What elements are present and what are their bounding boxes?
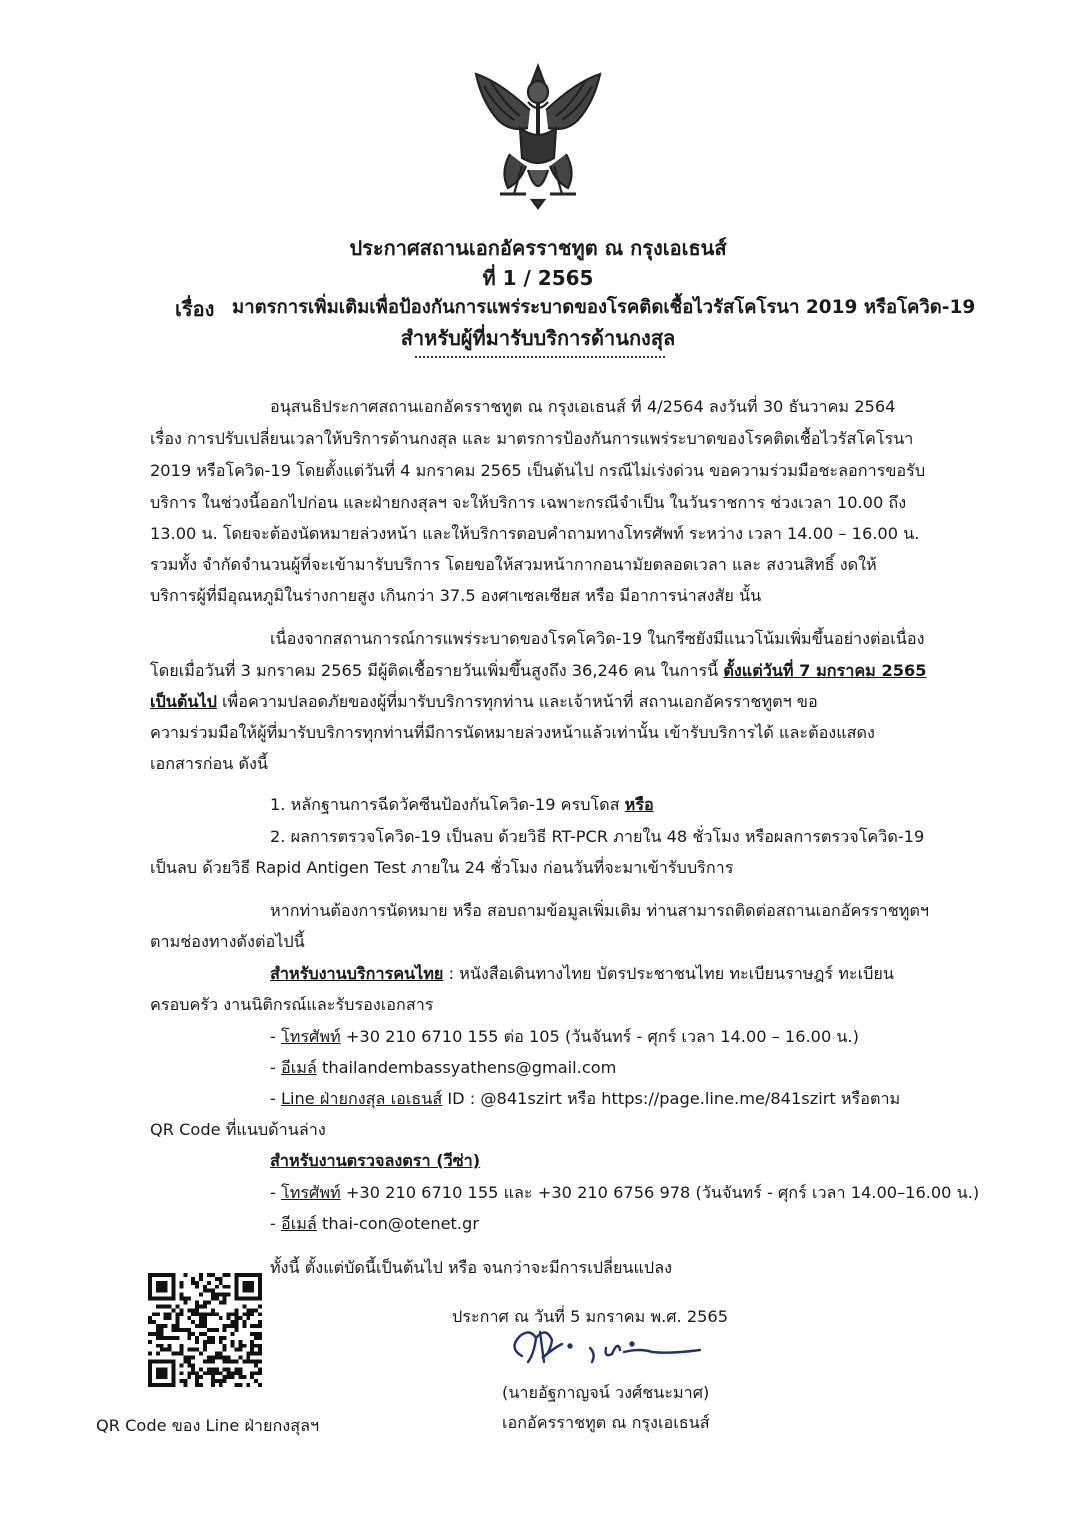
list-item-cont: เป็นลบ ด้วยวิธี Rapid Antigen Test ภายใน 24 ชั่วโมง ก่อนวันที่จะมาเข้ารับบริการ: [150, 858, 734, 877]
phone-label: โทรศัพท์: [281, 1027, 341, 1046]
visa-phone-line: [270, 1180, 979, 1206]
closing-text: ทั้งนี้ ตั้งแต่บัดนี้เป็นต้นไป หรือ จนกว่าจะมีการเปลี่ยนแปลง: [270, 1258, 673, 1277]
dash: -: [270, 1058, 281, 1077]
signer-name: (นายอัฐกาญจน์ วงศ์ชนะมาศ): [502, 1383, 710, 1402]
email-label: อีเมล์: [281, 1058, 317, 1077]
p1-line: บริการ ในช่วงนี้ออกไปก่อน และฝ่ายกงสุลฯ จะให้บริการ เฉพาะกรณีจำเป็น ในวันราชการ ช่วงเวลา 10.00 ถึง: [150, 493, 907, 512]
subject-line-2: สำหรับผู้ที่มารับบริการด้านกงสุล: [400, 326, 676, 350]
p1-line: 2019 หรือโควิด-19 โดยตั้งแต่วันที่ 4 มกราคม 2565 เป็นต้นไป กรณีไม่เร่งด่วน ขอความร่วมมือชะลอการขอรับ: [150, 461, 926, 480]
line-label: Line ฝ่ายกงสุล เอเธนส์: [281, 1089, 443, 1108]
subject-line: มาตรการเพิ่มเติมเพื่อป้องกันการแพร่ระบาดของโรคติดเชื้อไวรัสโคโรนา 2019 หรือโควิด-19: [232, 297, 976, 318]
announcement-date: ประกาศ ณ วันที่ 5 มกราคม พ.ศ. 2565: [452, 1307, 729, 1326]
line-id[interactable]: ID : @841szirt หรือ https://page.line.me/841szirt หรือตาม: [442, 1089, 901, 1108]
p2-line: [150, 658, 927, 684]
announcement-title: ประกาศสถานเอกอัครราชทูต ณ กรุงเอเธนส์: [349, 236, 727, 260]
p1-line: 13.00 น. โดยจะต้องนัดหมายล่วงหน้า และให้บริการตอบคำถามทางโทรศัพท์ ระหว่าง เวลา 14.00 – 16.00 น.: [150, 524, 920, 543]
p3-line: ตามช่องทางดังต่อไปนี้: [150, 932, 305, 951]
or-emphasis: หรือ: [624, 795, 654, 814]
dash: -: [270, 1183, 281, 1202]
list-item: 2. ผลการตรวจโควิด-19 เป็นลบ ด้วยวิธี RT-PCR ภายใน 48 ชั่วโมง หรือผลการตรวจโควิด-19: [270, 827, 925, 846]
thai-services-heading: สำหรับงานบริการคนไทย: [270, 964, 444, 983]
p1-line: เรื่อง การปรับเปลี่ยนเวลาให้บริการด้านกงสุล และ มาตรการป้องกันการแพร่ระบาดของโรคติดเชื้อไวรัสโคโรนา: [150, 429, 914, 448]
dotted-divider: [415, 356, 665, 358]
p2-text: โดยเมื่อวันที่ 3 มกราคม 2565 มีผู้ติดเชื้อรายวันเพิ่มขึ้นสูงถึง 36,246 คน ในการนี้: [150, 661, 724, 680]
p2-line: เนื่องจากสถานการณ์การแพร่ระบาดของโรคโควิด-19 ในกรีซยังมีแนวโน้มเพิ่มขึ้นอย่างต่อเนื่อง: [270, 629, 925, 648]
list-item: [270, 792, 654, 818]
p2-line: ความร่วมมือให้ผู้ที่มารับบริการทุกท่านที่มีการนัดหมายล่วงหน้าแล้วเท่านั้น เข้ารับบริการได้ และต้องแสดง: [150, 723, 875, 742]
signer-title: เอกอัครราชทูต ณ กรุงเอเธนส์: [502, 1413, 710, 1432]
p1-line: บริการผู้ที่มีอุณหภูมิในร่างกายสูง เกินกว่า 37.5 องศาเซลเซียส หรือ มีอาการน่าสงสัย นั้น: [150, 586, 762, 605]
garuda-emblem-icon: [470, 62, 606, 210]
dash: -: [270, 1027, 281, 1046]
dash: -: [270, 1214, 281, 1233]
thai-phone-line: [270, 1024, 859, 1050]
email-label: อีเมล์: [281, 1214, 317, 1233]
visa-email[interactable]: thai-con@otenet.gr: [316, 1214, 479, 1233]
p2-line: เอกสารก่อน ดังนี้: [150, 754, 268, 773]
qr-caption: QR Code ของ Line ฝ่ายกงสุลฯ: [96, 1416, 320, 1435]
thai-email-line: [270, 1055, 616, 1081]
p2-line: [150, 689, 818, 715]
announcement-number: ที่ 1 / 2565: [482, 266, 594, 290]
subject-label: เรื่อง: [175, 297, 215, 321]
qr-code-icon: [148, 1273, 262, 1387]
p2-text: เพื่อความปลอดภัยของผู้ที่มารับบริการทุกท่าน และเจ้าหน้าที่ สถานเอกอัครราชทูตฯ ขอ: [216, 692, 818, 711]
visa-phone: +30 210 6710 155 และ +30 210 6756 978 (วันจันทร์ - ศุกร์ เวลา 14.00–16.00 น.): [340, 1183, 980, 1202]
item-text: 1. หลักฐานการฉีดวัคซีนป้องกันโควิด-19 ครบโดส: [270, 795, 625, 814]
visa-heading: สำหรับงานตรวจลงตรา (วีซ่า): [270, 1151, 481, 1170]
thai-phone: +30 210 6710 155 ต่อ 105 (วันจันทร์ - ศุกร์ เวลา 14.00 – 16.00 น.): [340, 1027, 859, 1046]
effective-date-emphasis-2: เป็นต้นไป: [150, 692, 217, 711]
p1-line: อนุสนธิประกาศสถานเอกอัครราชทูต ณ กรุงเอเธนส์ ที่ 4/2564 ลงวันที่ 30 ธันวาคม 2564: [270, 397, 896, 416]
thai-services-desc-2: ครอบครัว งานนิติกรณ์และรับรองเอกสาร: [150, 995, 434, 1014]
p3-line: หากท่านต้องการนัดหมาย หรือ สอบถามข้อมูลเพิ่มเติม ท่านสามารถติดต่อสถานเอกอัครราชทูตฯ: [270, 901, 930, 920]
thai-services-line: [270, 961, 894, 987]
thai-email[interactable]: thailandembassyathens@gmail.com: [316, 1058, 617, 1077]
p1-line: รวมทั้ง จำกัดจำนวนผู้ที่จะเข้ามารับบริการ โดยขอให้สวมหน้ากากอนามัยตลอดเวลา และ สงวนสิทธิ์ งดให้: [150, 555, 877, 574]
line-contact-line: [270, 1086, 900, 1112]
visa-email-line: [270, 1211, 479, 1237]
thai-services-desc: : หนังสือเดินทางไทย บัตรประชาชนไทย ทะเบียนราษฎร์ ทะเบียน: [443, 964, 894, 983]
dash: -: [270, 1089, 281, 1108]
phone-label: โทรศัพท์: [281, 1183, 341, 1202]
effective-date-emphasis: ตั้งแต่วันที่ 7 มกราคม 2565: [723, 661, 927, 680]
line-contact-line-2: QR Code ที่แนบด้านล่าง: [150, 1120, 326, 1139]
signature-icon: [500, 1318, 710, 1378]
